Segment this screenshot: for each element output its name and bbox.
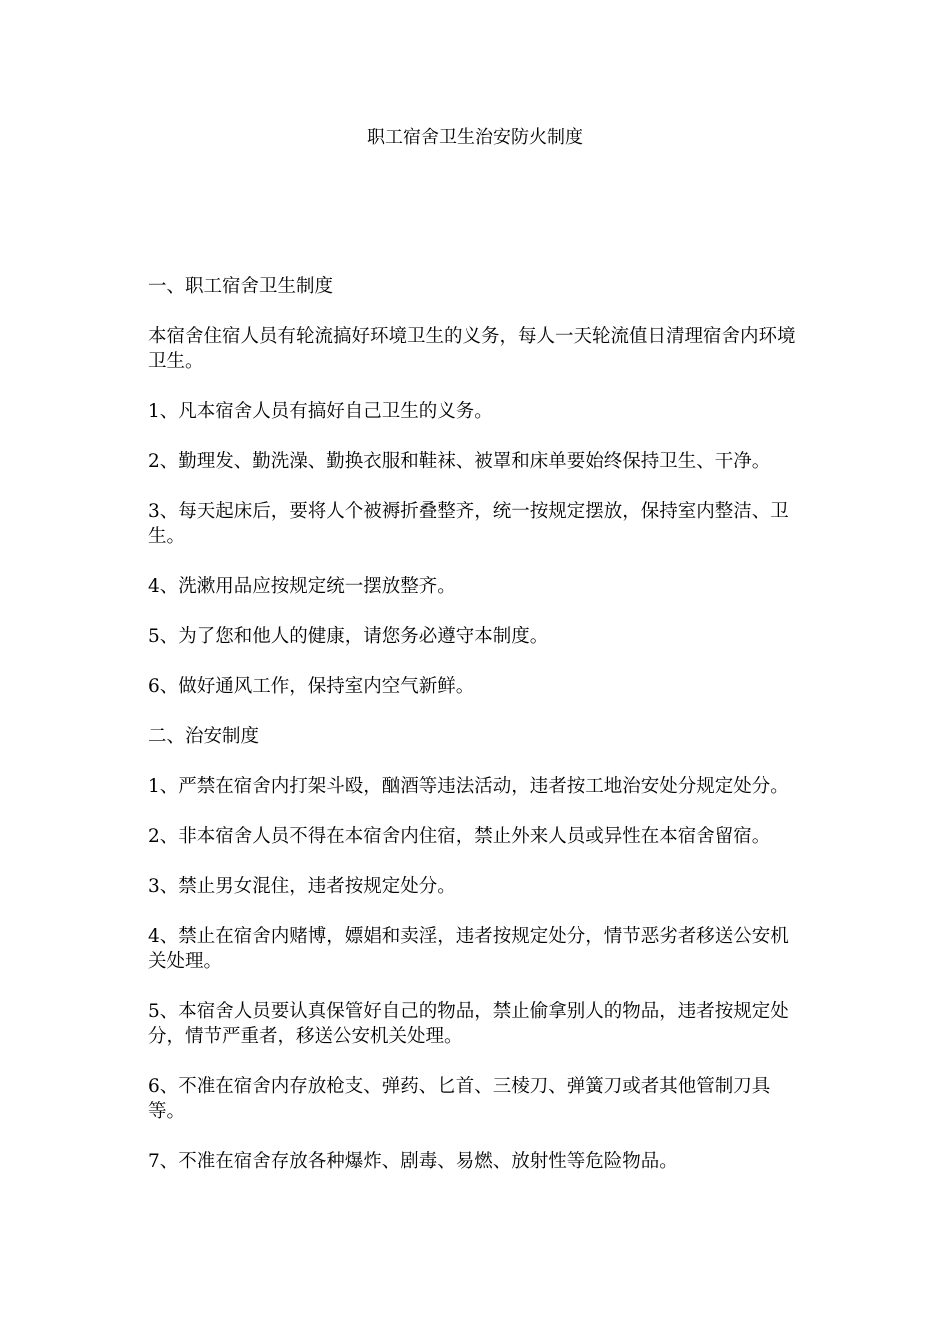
list-item: 7、不准在宿舍存放各种爆炸、剧毒、易燃、放射性等危险物品。	[148, 1151, 678, 1172]
list-item: 1、凡本宿舍人员有搞好自己卫生的义务。	[148, 401, 493, 422]
section-heading: 二、治安制度	[148, 726, 260, 747]
list-item: 5、为了您和他人的健康，请您务必遵守本制度。	[148, 626, 549, 647]
paragraph: 本宿舍住宿人员有轮流搞好环境卫生的义务，每人一天轮流值日清理宿舍内环境卫生。	[148, 326, 796, 372]
list-item: 3、每天起床后，要将人个被褥折叠整齐，统一按规定摆放，保持室内整洁、卫生。	[148, 501, 789, 547]
list-item: 3、禁止男女混住，违者按规定处分。	[148, 876, 456, 897]
list-item: 6、不准在宿舍内存放枪支、弹药、匕首、三棱刀、弹簧刀或者其他管制刀具等。	[148, 1076, 771, 1122]
list-item: 4、洗漱用品应按规定统一摆放整齐。	[148, 576, 456, 597]
list-item: 1、严禁在宿舍内打架斗殴，酗酒等违法活动，违者按工地治安处分规定处分。	[148, 776, 789, 797]
list-item: 2、勤理发、勤洗澡、勤换衣服和鞋袜、被罩和床单要始终保持卫生、干净。	[148, 451, 771, 472]
list-item: 4、禁止在宿舍内赌博，嫖娼和卖淫，违者按规定处分，情节恶劣者移送公安机关处理。	[148, 926, 789, 972]
list-item: 5、本宿舍人员要认真保管好自己的物品，禁止偷拿别人的物品，违者按规定处分，情节严重者，移送公安机关处理。	[148, 1001, 789, 1047]
document-body	[148, 274, 804, 1199]
list-item: 6、做好通风工作，保持室内空气新鲜。	[148, 676, 475, 697]
section-heading: 一、职工宿舍卫生制度	[148, 276, 334, 297]
document-title: 职工宿舍卫生治安防火制度	[367, 127, 583, 148]
list-item: 2、非本宿舍人员不得在本宿舍内住宿，禁止外来人员或异性在本宿舍留宿。	[148, 826, 771, 847]
